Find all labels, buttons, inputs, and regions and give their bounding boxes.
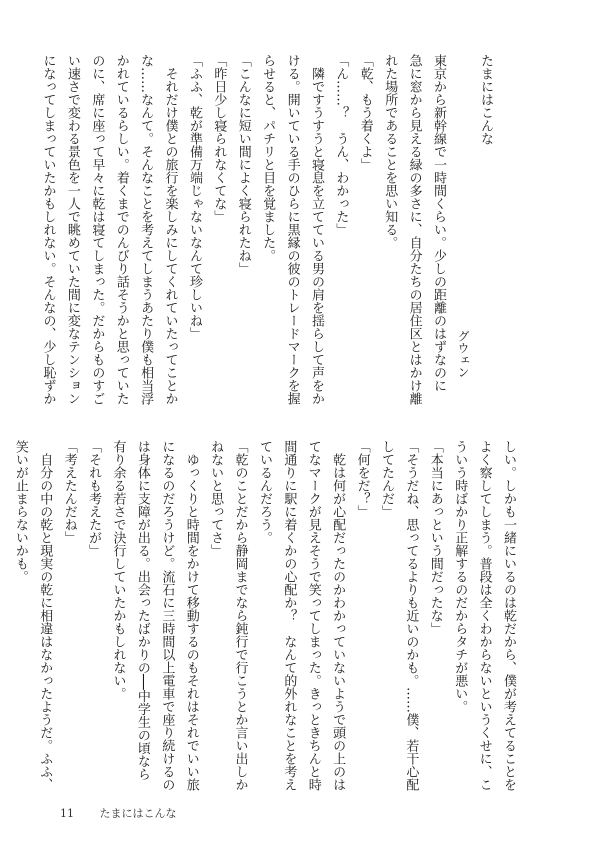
text-line: しい。しかも一緒にいるのは乾だから、僕が考えてることを xyxy=(501,440,516,791)
text-line: 急に窓から見える緑の多さに、自分たちの居住区とはかけ離 xyxy=(406,54,422,405)
text-line: それだけ僕との旅行を楽しみにしてくれていたってことか xyxy=(162,54,178,405)
text-line: 「乾、もう着くよ」 xyxy=(357,54,373,171)
text-line: かれているらしい。着くまでのんびり話そうかと思っていた xyxy=(113,54,129,405)
text-line: 「考えたんだね」 xyxy=(61,440,77,544)
author-name: グウェン xyxy=(456,330,470,378)
page-number: 11 xyxy=(60,807,74,820)
text-line: 笑いが止まらないかも。 xyxy=(12,440,28,583)
text-line: 「本当にあっという間だったな」 xyxy=(427,440,443,635)
text-line: 自分の中の乾と現実の乾に相違はなかったようだ。ふふ、 xyxy=(37,440,53,791)
text-line: ける。開いている手のひらに黒縁の彼のトレードマークを握 xyxy=(284,54,300,405)
text-line: 「ん……？ うん、わかった」 xyxy=(333,54,349,236)
text-line: 「それも考えたが」 xyxy=(86,440,102,557)
text-line: 「そうだね、思ってるよりも近いのかも。……僕、若干心配 xyxy=(403,440,419,791)
text-line: れた場所であることを思い知る。 xyxy=(382,54,398,249)
text-line: は身体に支障が出る。出会ったばかりの──中学生の頃なら xyxy=(134,440,150,781)
text-line: な……なんて。そんなことを考えてしまうあたり僕も相当浮 xyxy=(138,54,154,405)
text-line: ねないと思ってさ」 xyxy=(208,440,224,557)
text-line: ゆっくりと時間をかけて移動するのもそれはそれでいい旅 xyxy=(183,440,199,791)
text-line: 「ふふ、乾が準備万端じゃないなんて珍しいね」 xyxy=(186,54,202,340)
text-line: てなマークが見えそうで笑ってしまった。きっときちんと時 xyxy=(305,440,321,791)
text-line: になるのだろうけど。流石に三時間以上電車で座り続けるの xyxy=(159,440,175,791)
body-text-lower xyxy=(7,440,520,790)
text-line: 有り余る若さで決行していたかもしれない。 xyxy=(110,440,126,700)
body-text-upper xyxy=(35,54,450,410)
text-line: ういう時ばかり正解するのだからタチが悪い。 xyxy=(452,440,468,713)
text-line: 「何をだ？」 xyxy=(354,440,370,518)
text-line: らせると、パチリと目を覚ました。 xyxy=(260,54,276,262)
text-line: になってしまっていたかもしれない。そんなの、少し恥ずか xyxy=(40,54,56,405)
text-line: のに、席に座って早々に乾は寝てしまった。だからものすご xyxy=(89,54,105,405)
text-line: 「昨日少し寝られなくてな」 xyxy=(211,54,227,223)
text-line: 間通りに駅に着くかの心配か？ なんて的外れなことを考え xyxy=(281,440,297,791)
story-title: たまにはこんな xyxy=(478,54,493,145)
page-footer xyxy=(60,805,177,821)
text-line: い速さで変わる景色を一人で眺めていた間に変なテンション xyxy=(64,54,80,405)
text-line: 「乾のことだから静岡までなら鈍行で行こうとか言い出しか xyxy=(232,440,248,791)
text-line: してたんだ」 xyxy=(378,440,394,518)
text-line: 「こんなに短い間によく寝られたね」 xyxy=(235,54,251,275)
running-title: たまにはこんな xyxy=(99,807,177,820)
text-line: 乾は何が心配だったのかわかっていないようで頭の上のは xyxy=(330,440,346,791)
text-line: 東京から新幹線で一時間くらい。少しの距離のはずなのに xyxy=(431,54,446,392)
text-line: よく察してしまう。普段は全くわからないというくせに、こ xyxy=(476,440,492,791)
text-line: ているんだろう。 xyxy=(256,440,272,544)
text-line: 隣ですうすうと寝息を立てている男の肩を揺らして声をか xyxy=(308,54,324,405)
